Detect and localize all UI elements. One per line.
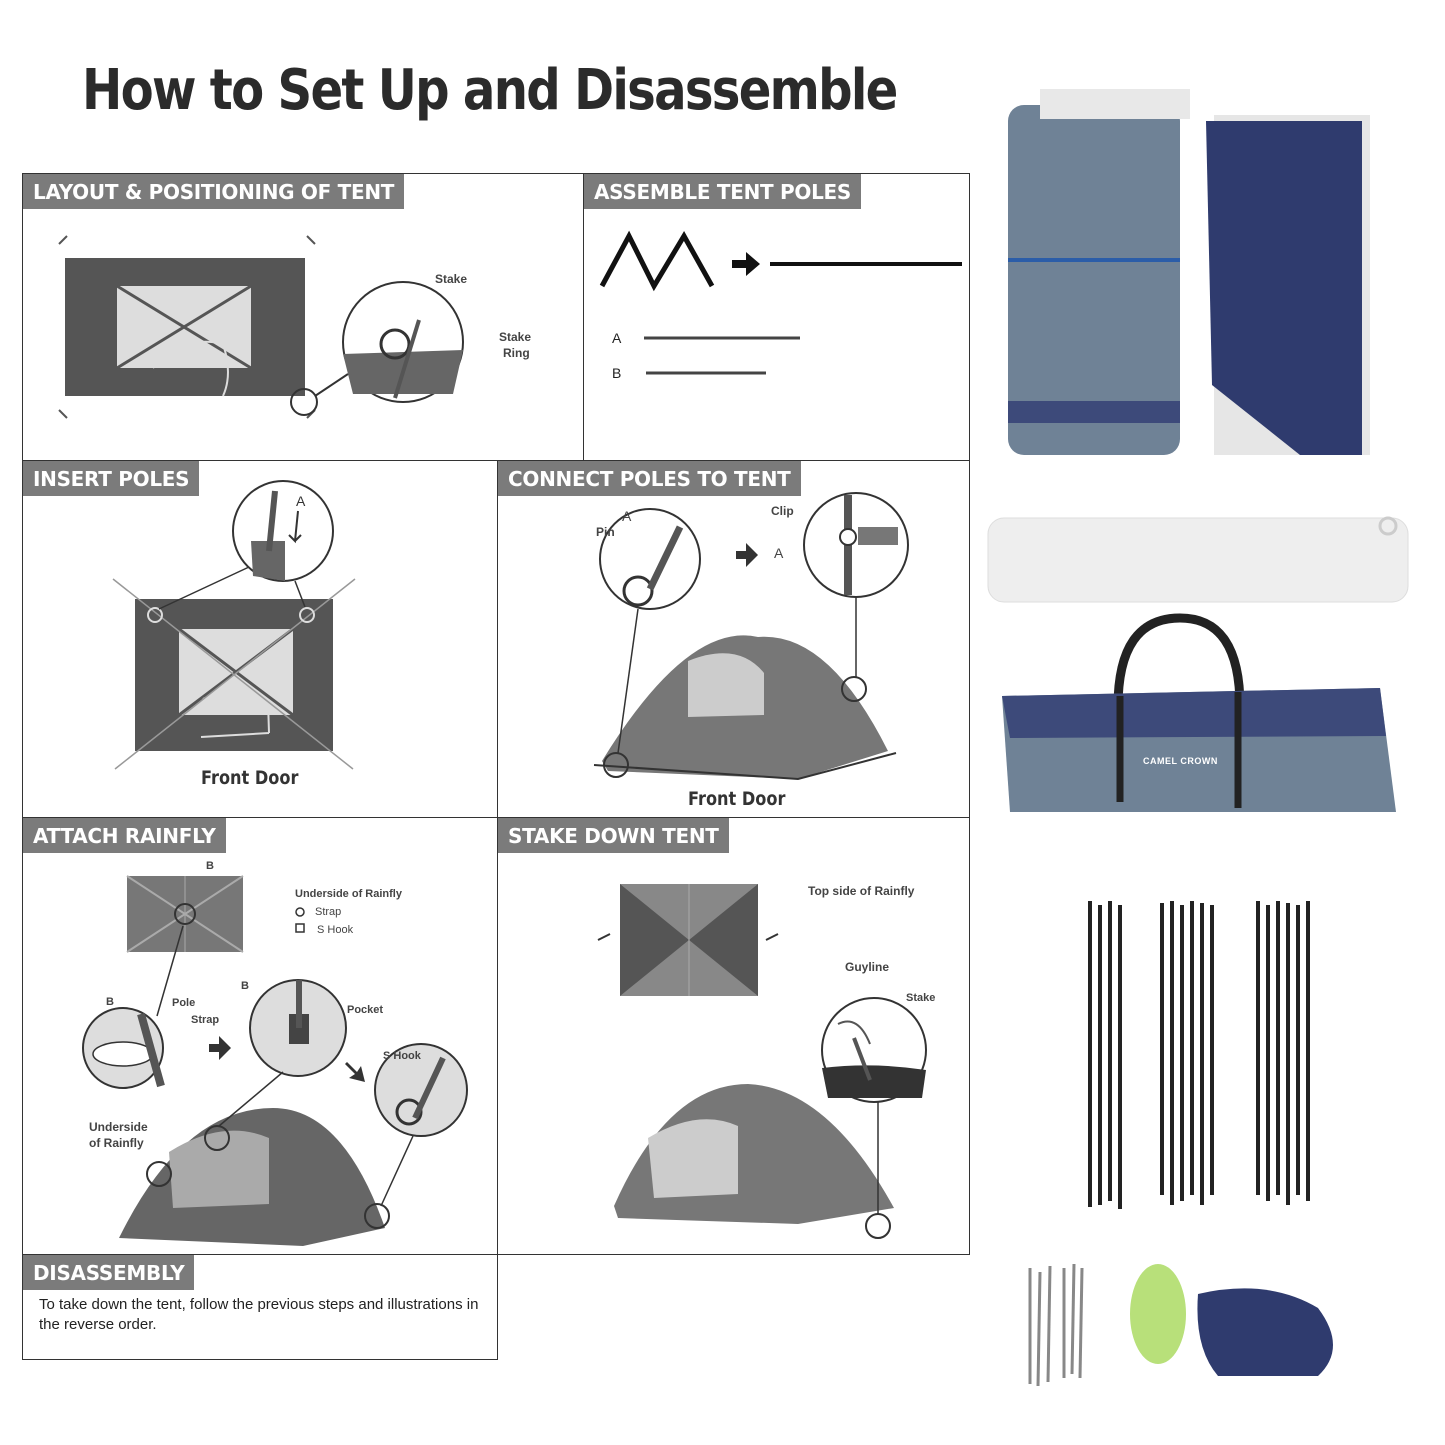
pole-bag-photo: [984, 510, 1414, 610]
front-door-label: Front Door: [688, 788, 786, 810]
disassembly-text: To take down the tent, follow the previous steps and illustrations in the reverse order.: [39, 1296, 479, 1333]
panel-stake: [497, 817, 970, 1255]
panel-header: ATTACH RAINFLY: [23, 818, 226, 853]
pole-label: Pole: [172, 997, 196, 1009]
pole-b-label: B: [612, 365, 622, 381]
top-side-label: Top side of Rainfly: [808, 884, 915, 898]
panel-header: CONNECT POLES TO TENT: [498, 461, 801, 496]
strap-legend-label: Strap: [315, 906, 342, 918]
page-title: How to Set Up and Disassemble: [82, 58, 897, 123]
panel-rainfly: [22, 817, 498, 1255]
insert-illustration: [23, 461, 498, 818]
panel-header: DISASSEMBLY: [23, 1255, 194, 1290]
pin-label: Pin: [596, 525, 615, 539]
pole-callout-label: A: [296, 493, 306, 509]
layout-illustration: [23, 174, 584, 461]
panel-assemble: [583, 173, 970, 461]
panel-connect: [497, 460, 970, 818]
s-hook-legend-label: S Hook: [317, 924, 354, 936]
clip-label: Clip: [771, 504, 794, 518]
assemble-illustration: [584, 174, 970, 461]
stakes-rope-stuffsack-photo: [1018, 1258, 1393, 1398]
tent-poles-photo: [1078, 895, 1328, 1220]
rainfly-illustration: [23, 818, 498, 1255]
carry-bag-photo: [1000, 612, 1400, 837]
panel-header: STAKE DOWN TENT: [498, 818, 729, 853]
stake-label: Stake: [435, 272, 468, 286]
stake-label: Stake: [906, 992, 936, 1004]
guyline-label: Guyline: [845, 960, 890, 974]
connect-a-label-1: A: [622, 508, 632, 524]
panel-layout: [22, 173, 584, 461]
underside-legend-title: Underside of Rainfly: [295, 888, 402, 900]
stake-ring-label-1: Stake: [499, 330, 532, 344]
connect-illustration: [498, 461, 970, 818]
panel-header: INSERT POLES: [23, 461, 199, 496]
rainfly-b-top-label: B: [206, 860, 214, 872]
tent-body-photo: [1000, 85, 1390, 465]
rainfly-b-mid-label: B: [241, 980, 249, 992]
strap-label: Strap: [191, 1014, 220, 1026]
connect-a-label-2: A: [774, 545, 784, 561]
rainfly-b-left-label: B: [106, 996, 114, 1008]
s-hook-label: S Hook: [383, 1050, 421, 1062]
front-door-label: Front Door: [201, 767, 299, 789]
panel-disassembly: [22, 1254, 498, 1360]
panel-header: ASSEMBLE TENT POLES: [584, 174, 861, 209]
pocket-label: Pocket: [347, 1004, 384, 1016]
bag-brand-label: CAMEL CROWN: [1143, 756, 1218, 766]
underside-label-1: Underside: [89, 1120, 148, 1134]
panel-insert: [22, 460, 498, 818]
underside-label-2: of Rainfly: [89, 1136, 144, 1150]
panel-header: LAYOUT & POSITIONING OF TENT: [23, 174, 404, 209]
stake-ring-label-2: Ring: [503, 346, 530, 360]
pole-a-label: A: [612, 330, 622, 346]
